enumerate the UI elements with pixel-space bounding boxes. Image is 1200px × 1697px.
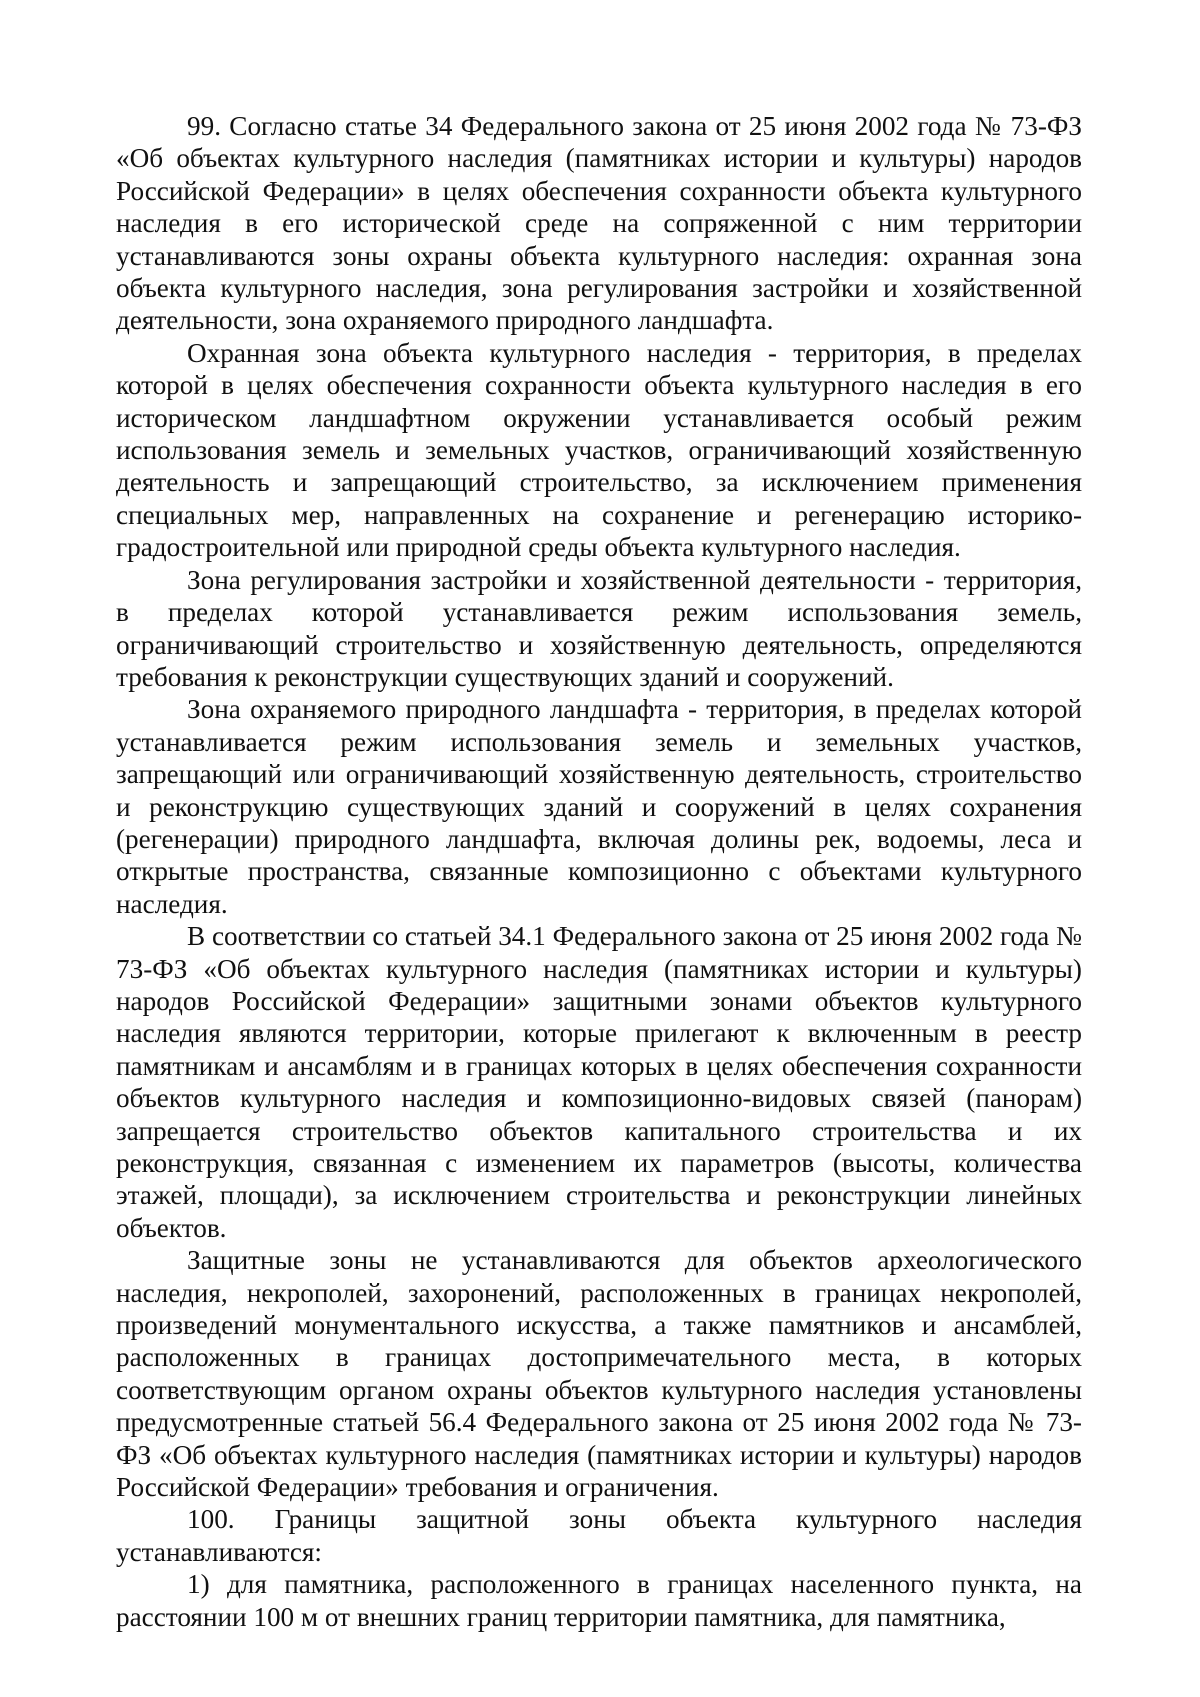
- paragraph-exceptions: Защитные зоны не устанавливаются для объектов археологического наследия, некрополей, захоронений, расположенных в границах некрополей, произведений монументального искусства, а также памятников и ансамблей, расположенных в границах достопримечательного места, в которых соответствующим органом охраны объектов культурного наследия установлены предусмотренные статьей 56.4 Федерального закона от 25 июня 2002 года № 73-ФЗ «Об объектах культурного наследия (памятниках истории и культуры) народов Российской Федерации» требования и ограничения.: [116, 1245, 1082, 1503]
- document-page: [116, 110, 1082, 1633]
- paragraph-regulation-zone: Зона регулирования застройки и хозяйственной деятельности - территория, в пределах которой устанавливается режим использования земель, ограничивающий строительство и хозяйственную деятельность, определяются требования к реконструкции существующих зданий и сооружений.: [116, 564, 1082, 692]
- paragraph-security-zone: Охранная зона объекта культурного наследия - территория, в пределах которой в целях обеспечения сохранности объекта культурного наследия в его историческом ландшафтном окружении устанавливается особый режим использования земель и земельных участков, ограничивающий хозяйственную деятельность и запрещающий строительство, за исключением применения специальных мер, направленных на сохранение и регенерацию историко-градостроительной или природной среды объекта культурного наследия.: [116, 337, 1082, 563]
- paragraph-landscape-zone: Зона охраняемого природного ландшафта - территория, в пределах которой устанавливается режим использования земель и земельных участков, запрещающий или ограничивающий хозяйственную деятельность, строительство и реконструкцию существующих зданий и сооружений в целях сохранения (регенерации) природного ландшафта, включая долины рек, водоемы, леса и открытые пространства, связанные композиционно с объектами культурного наследия.: [116, 694, 1082, 919]
- paragraph-100: 100. Границы защитной зоны объекта культурного наследия устанавливаются:: [116, 1504, 1082, 1567]
- paragraph-protective-zones: В соответствии со статьей 34.1 Федерального закона от 25 июня 2002 года № 73-ФЗ «Об объектах культурного наследия (памятниках истории и культуры) народов Российской Федерации» защитными зонами объектов культурного наследия являются территории, которые прилегают к включенным в реестр памятникам и ансамблям и в границах которых в целях обеспечения сохранности объектов культурного наследия и композиционно-видовых связей (панорам) запрещается строительство объектов капитального строительства и их реконструкция, связанная с изменением их параметров (высоты, количества этажей, площади), за исключением строительства и реконструкции линейных объектов.: [116, 921, 1082, 1243]
- paragraph-99: 99. Согласно статье 34 Федерального закона от 25 июня 2002 года № 73-ФЗ «Об объектах культурного наследия (памятниках истории и культуры) народов Российской Федерации» в целях обеспечения сохранности объекта культурного наследия в его исторической среде на сопряженной с ним территории устанавливаются зоны охраны объекта культурного наследия: охранная зона объекта культурного наследия, зона регулирования застройки и хозяйственной деятельности, зона охраняемого природного ландшафта.: [116, 111, 1082, 336]
- paragraph-item-1: 1) для памятника, расположенного в границах населенного пункта, на расстоянии 100 м от внешних границ территории памятника, для памятника,: [116, 1569, 1082, 1632]
